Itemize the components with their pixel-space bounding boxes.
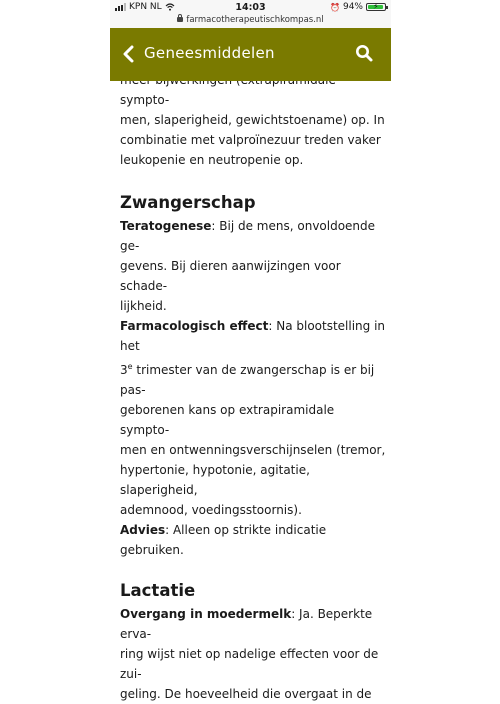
address-bar[interactable] <box>110 15 391 25</box>
page-title: Geneesmiddelen <box>144 44 275 62</box>
text-line <box>120 360 386 400</box>
lock-icon <box>177 17 183 22</box>
term-label: Teratogenese <box>120 219 212 233</box>
alarm-icon: ⏰ <box>330 2 340 12</box>
term-label: Advies <box>120 523 166 537</box>
text-line: gevens. Bij dieren aanwijzingen voor schade- <box>120 259 341 293</box>
url-text: farmacotherapeutischkompas.nl <box>186 15 324 25</box>
app-header <box>110 28 391 81</box>
search-icon[interactable] <box>355 44 373 62</box>
text-line: ademnood, voedingsstoornis). <box>120 503 302 517</box>
section-heading-lactatie: Lactatie <box>120 581 196 600</box>
text-span: : Alleen op strikte indicatie gebruiken. <box>120 523 327 557</box>
text-line: lijkheid. <box>120 299 167 313</box>
text-span: trimester van de zwangerschap is er bij pas- <box>120 363 375 397</box>
chevron-left-icon[interactable] <box>122 43 136 65</box>
text-line: geling. De hoeveelheid die overgaat in de <box>120 687 372 701</box>
carrier-name: KPN NL <box>129 2 162 12</box>
term-label: Farmacologisch effect <box>120 319 269 333</box>
text-line: sympto- <box>120 93 170 107</box>
text-line: hypertonie, hypotonie, agitatie, slaperigheid, <box>120 463 310 497</box>
clock: 14:03 <box>235 2 266 13</box>
article-content <box>120 70 386 704</box>
term-label: Overgang in moedermelk <box>120 607 292 621</box>
superscript: e <box>127 362 133 371</box>
text-line <box>120 520 386 560</box>
battery-percent: 94% <box>342 2 363 12</box>
phone-screen <box>110 0 391 701</box>
battery-icon: ⚡ <box>366 3 386 11</box>
text-line: men, slaperigheid, gewichtstoename) op. In <box>120 113 385 127</box>
text-span: : Ja. Beperkte erva- <box>120 607 373 641</box>
text-span: : Bij de mens, onvoldoende ge- <box>120 219 376 253</box>
text-line: geborenen kans op extrapiramidale sympto- <box>120 403 335 437</box>
text-line <box>120 604 386 644</box>
text-line: combinatie met valproïnezuur treden vaker <box>120 133 381 147</box>
battery-info <box>330 2 386 12</box>
status-bar <box>110 0 391 28</box>
section-heading-zwangerschap: Zwangerschap <box>120 193 256 212</box>
text-line: men en ontwenningsverschijnselen (tremor, <box>120 443 386 457</box>
text-span: : Na blootstelling in het <box>120 319 386 353</box>
text-span: 3 <box>120 363 128 377</box>
text-line: leukopenie en neutropenie op. <box>120 153 304 167</box>
text-line: ring wijst niet op nadelige effecten voor de zui- <box>120 647 379 681</box>
text-line <box>120 316 386 356</box>
text-line <box>120 216 386 256</box>
